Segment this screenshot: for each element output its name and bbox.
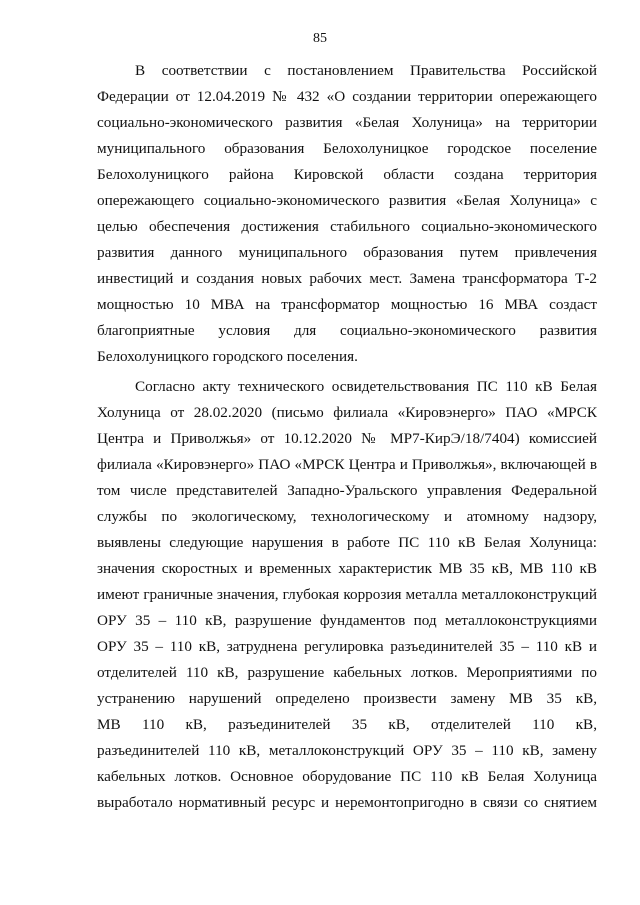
text-line: МВ 110 кВ, разъединителей 35 кВ, отделителей 110 кВ, bbox=[97, 716, 597, 733]
text-line: целью обеспечения достижения стабильного социально-экономического bbox=[97, 218, 597, 235]
text-line: Холуница от 28.02.2020 (письмо филиала «Кировэнерго» ПАО «МРСК bbox=[97, 404, 597, 421]
text-line: ОРУ 35 – 110 кВ, разрушение фундаментов под металлоконструкциями bbox=[97, 612, 597, 629]
page-number: 85 bbox=[313, 31, 327, 46]
text-line: службы по экологическому, технологическому и атомному надзору, bbox=[97, 508, 597, 525]
text-line: имеют граничные значения, глубокая коррозия металла металлоконструкций bbox=[97, 586, 597, 603]
paragraph-2 bbox=[97, 374, 597, 816]
text-line: развития данного муниципального образования путем привлечения bbox=[97, 244, 597, 261]
text-line: том числе представителей Западно-Уральского управления Федеральной bbox=[97, 482, 597, 499]
text-line: В соответствии с постановлением Правительства Российской bbox=[135, 62, 597, 79]
text-line: благоприятные условия для социально-экономического развития bbox=[97, 322, 597, 339]
text-line: филиала «Кировэнерго» ПАО «МРСК Центра и Приволжья», включающей в bbox=[97, 456, 597, 473]
text-line: устранению нарушений определено произвести замену МВ 35 кВ, bbox=[97, 690, 597, 707]
text-line: ОРУ 35 – 110 кВ, затруднена регулировка разъединителей 35 – 110 кВ и bbox=[97, 638, 597, 655]
text-line: кабельных лотков. Основное оборудование ПС 110 кВ Белая Холуница bbox=[97, 768, 597, 785]
text-line: значения скоростных и временных характеристик МВ 35 кВ, МВ 110 кВ bbox=[97, 560, 597, 577]
text-line: Федерации от 12.04.2019 № 432 «О создании территории опережающего bbox=[97, 88, 597, 105]
text-line: социально-экономического развития «Белая Холуница» на территории bbox=[97, 114, 597, 131]
text-line: выработало нормативный ресурс и неремонтопригодно в связи со снятием bbox=[97, 794, 597, 811]
text-line: Белохолуницкого городского поселения. bbox=[97, 348, 358, 365]
paragraph-1 bbox=[97, 58, 597, 370]
text-line: мощностью 10 МВА на трансформатор мощностью 16 МВА создаст bbox=[97, 296, 597, 313]
text-line: опережающего социально-экономического развития «Белая Холуница» с bbox=[97, 192, 597, 209]
text-line: Согласно акту технического освидетельствования ПС 110 кВ Белая bbox=[135, 378, 597, 395]
text-line: Белохолуницкого района Кировской области создана территория bbox=[97, 166, 597, 183]
text-line: инвестиций и создания новых рабочих мест. Замена трансформатора Т-2 bbox=[97, 270, 597, 287]
text-line: выявлены следующие нарушения в работе ПС 110 кВ Белая Холуница: bbox=[97, 534, 597, 551]
text-line: муниципального образования Белохолуницкое городское поселение bbox=[97, 140, 597, 157]
text-line: разъединителей 110 кВ, металлоконструкций ОРУ 35 – 110 кВ, замену bbox=[97, 742, 597, 759]
text-line: отделителей 110 кВ, разрушение кабельных лотков. Мероприятиями по bbox=[97, 664, 597, 681]
text-line: Центра и Приволжья» от 10.12.2020 № МР7-КирЭ/18/7404) комиссией bbox=[97, 430, 597, 447]
document-body bbox=[97, 58, 597, 820]
